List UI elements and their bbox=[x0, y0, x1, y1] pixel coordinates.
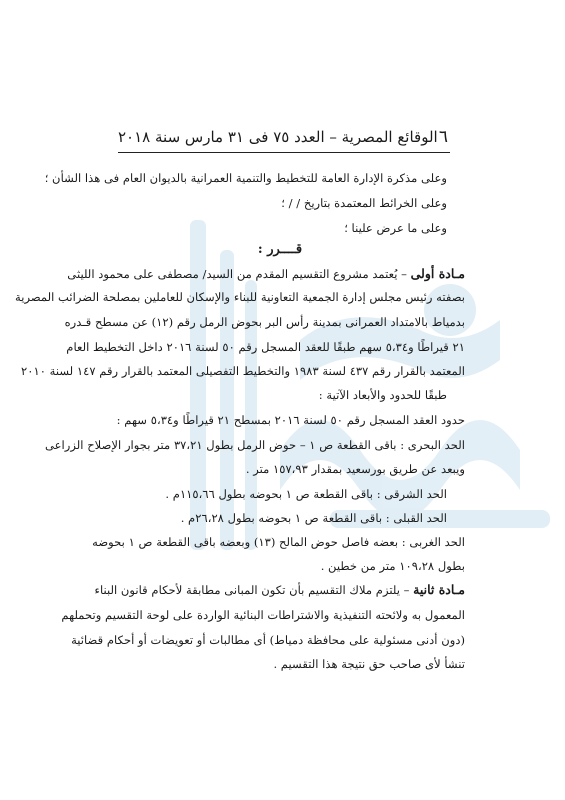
preamble-line: وعلى مذكرة الإدارة العامة للتخطيط والتنمية العمرانية بالديوان العام فى هذا الشأن ؛ bbox=[44, 171, 447, 185]
article-2-text: – يلتزم ملاك التقسيم بأن تكون المبانى مطابقة لأحكام قانون البناء bbox=[94, 583, 410, 597]
page-number: ٦ bbox=[438, 127, 448, 147]
article-1-line: ٢١ قيراطًا و٥،٣٤ سهم طبقًا للعقد المسجل رقم ٥٠ لسنة ٢٠١٦ داخل التخطيط العام bbox=[66, 340, 465, 354]
article-1-line: المعتمد بالقرار رقم ٤٣٧ لسنة ١٩٨٣ والتخطيط التفصيلى المعتمد بالقرار رقم ١٤٧ لسنة ٢٠١٠ bbox=[21, 364, 465, 378]
boundary-east: الحد الشرقى : باقى القطعة ص ١ بحوضه بطول ١١٥،٦٦م . bbox=[165, 487, 447, 501]
boundary-north-cont: ويبعد عن طريق بورسعيد بمقدار ١٥٧،٩٣ متر . bbox=[245, 462, 465, 476]
article-1-label: مـادة أولى bbox=[410, 266, 465, 281]
article-2-first-line bbox=[94, 582, 465, 598]
article-1-line: بصفته رئيس مجلس إدارة الجمعية التعاونية للبناء والإسكان للعاملين بمصلحة الضرائب المصرية bbox=[15, 290, 465, 304]
preamble-line: وعلى الخرائط المعتمدة بتاريخ / / ؛ bbox=[281, 196, 447, 210]
boundary-west: الحد الغربى : بعضه فاصل حوض المالح (١٣) وبعضه باقى القطعة ص ١ بحوضه bbox=[92, 535, 465, 549]
boundary-north: الحد البحرى : باقى القطعة ص ١ – حوض الرمل بطول ٣٧،٢١ متر بجوار الإصلاح الزراعى bbox=[44, 438, 465, 452]
article-2-line: تنشأ لأى صاحب حق نتيجة هذا التقسيم . bbox=[273, 657, 465, 671]
article-1-line: بدمياط بالامتداد العمرانى بمدينة رأس البر بحوض الرمل رقم (١٢) عن مسطح قـدره bbox=[64, 315, 465, 329]
boundary-west-cont: بطول ١٠٩،٢٨ متر من خطين . bbox=[320, 559, 465, 573]
article-2-label: مـادة ثانية bbox=[413, 582, 465, 597]
page-header bbox=[118, 127, 448, 147]
boundaries-intro: حدود العقد المسجل رقم ٥٠ لسنة ٢٠١٦ بمسطح ٢١ قيراطًا و٥،٣٤ سهم : bbox=[116, 413, 465, 427]
article-1-text: – يُعتمد مشروع التقسيم المقدم من السيد/ مصطفى على محمود الليثى bbox=[67, 267, 407, 281]
article-2-line: (دون أدنى مسئولية على محافظة دمياط) أى مطالبات أو تعويضات أو أحكام قضائية bbox=[71, 633, 465, 647]
gazette-title: الوقائع المصرية – العدد ٧٥ فى ٣١ مارس سنة ٢٠١٨ bbox=[118, 128, 438, 146]
decision-title: قــــرر : bbox=[257, 242, 303, 257]
article-1-line: طبقًا للحدود والأبعاد الآتية : bbox=[318, 388, 447, 402]
article-2-line: المعمول به ولائحته التنفيذية والاشتراطات البنائية الواردة على لوحة التقسيم وتحملهم bbox=[61, 608, 465, 622]
boundary-south: الحد القبلى : باقى القطعة ص ١ بحوضه بطول ٢٦،٢٨م . bbox=[180, 511, 447, 525]
header-divider bbox=[118, 152, 450, 153]
preamble-line: وعلى ما عرض علينا ؛ bbox=[344, 221, 447, 235]
article-1-first-line bbox=[67, 266, 465, 282]
